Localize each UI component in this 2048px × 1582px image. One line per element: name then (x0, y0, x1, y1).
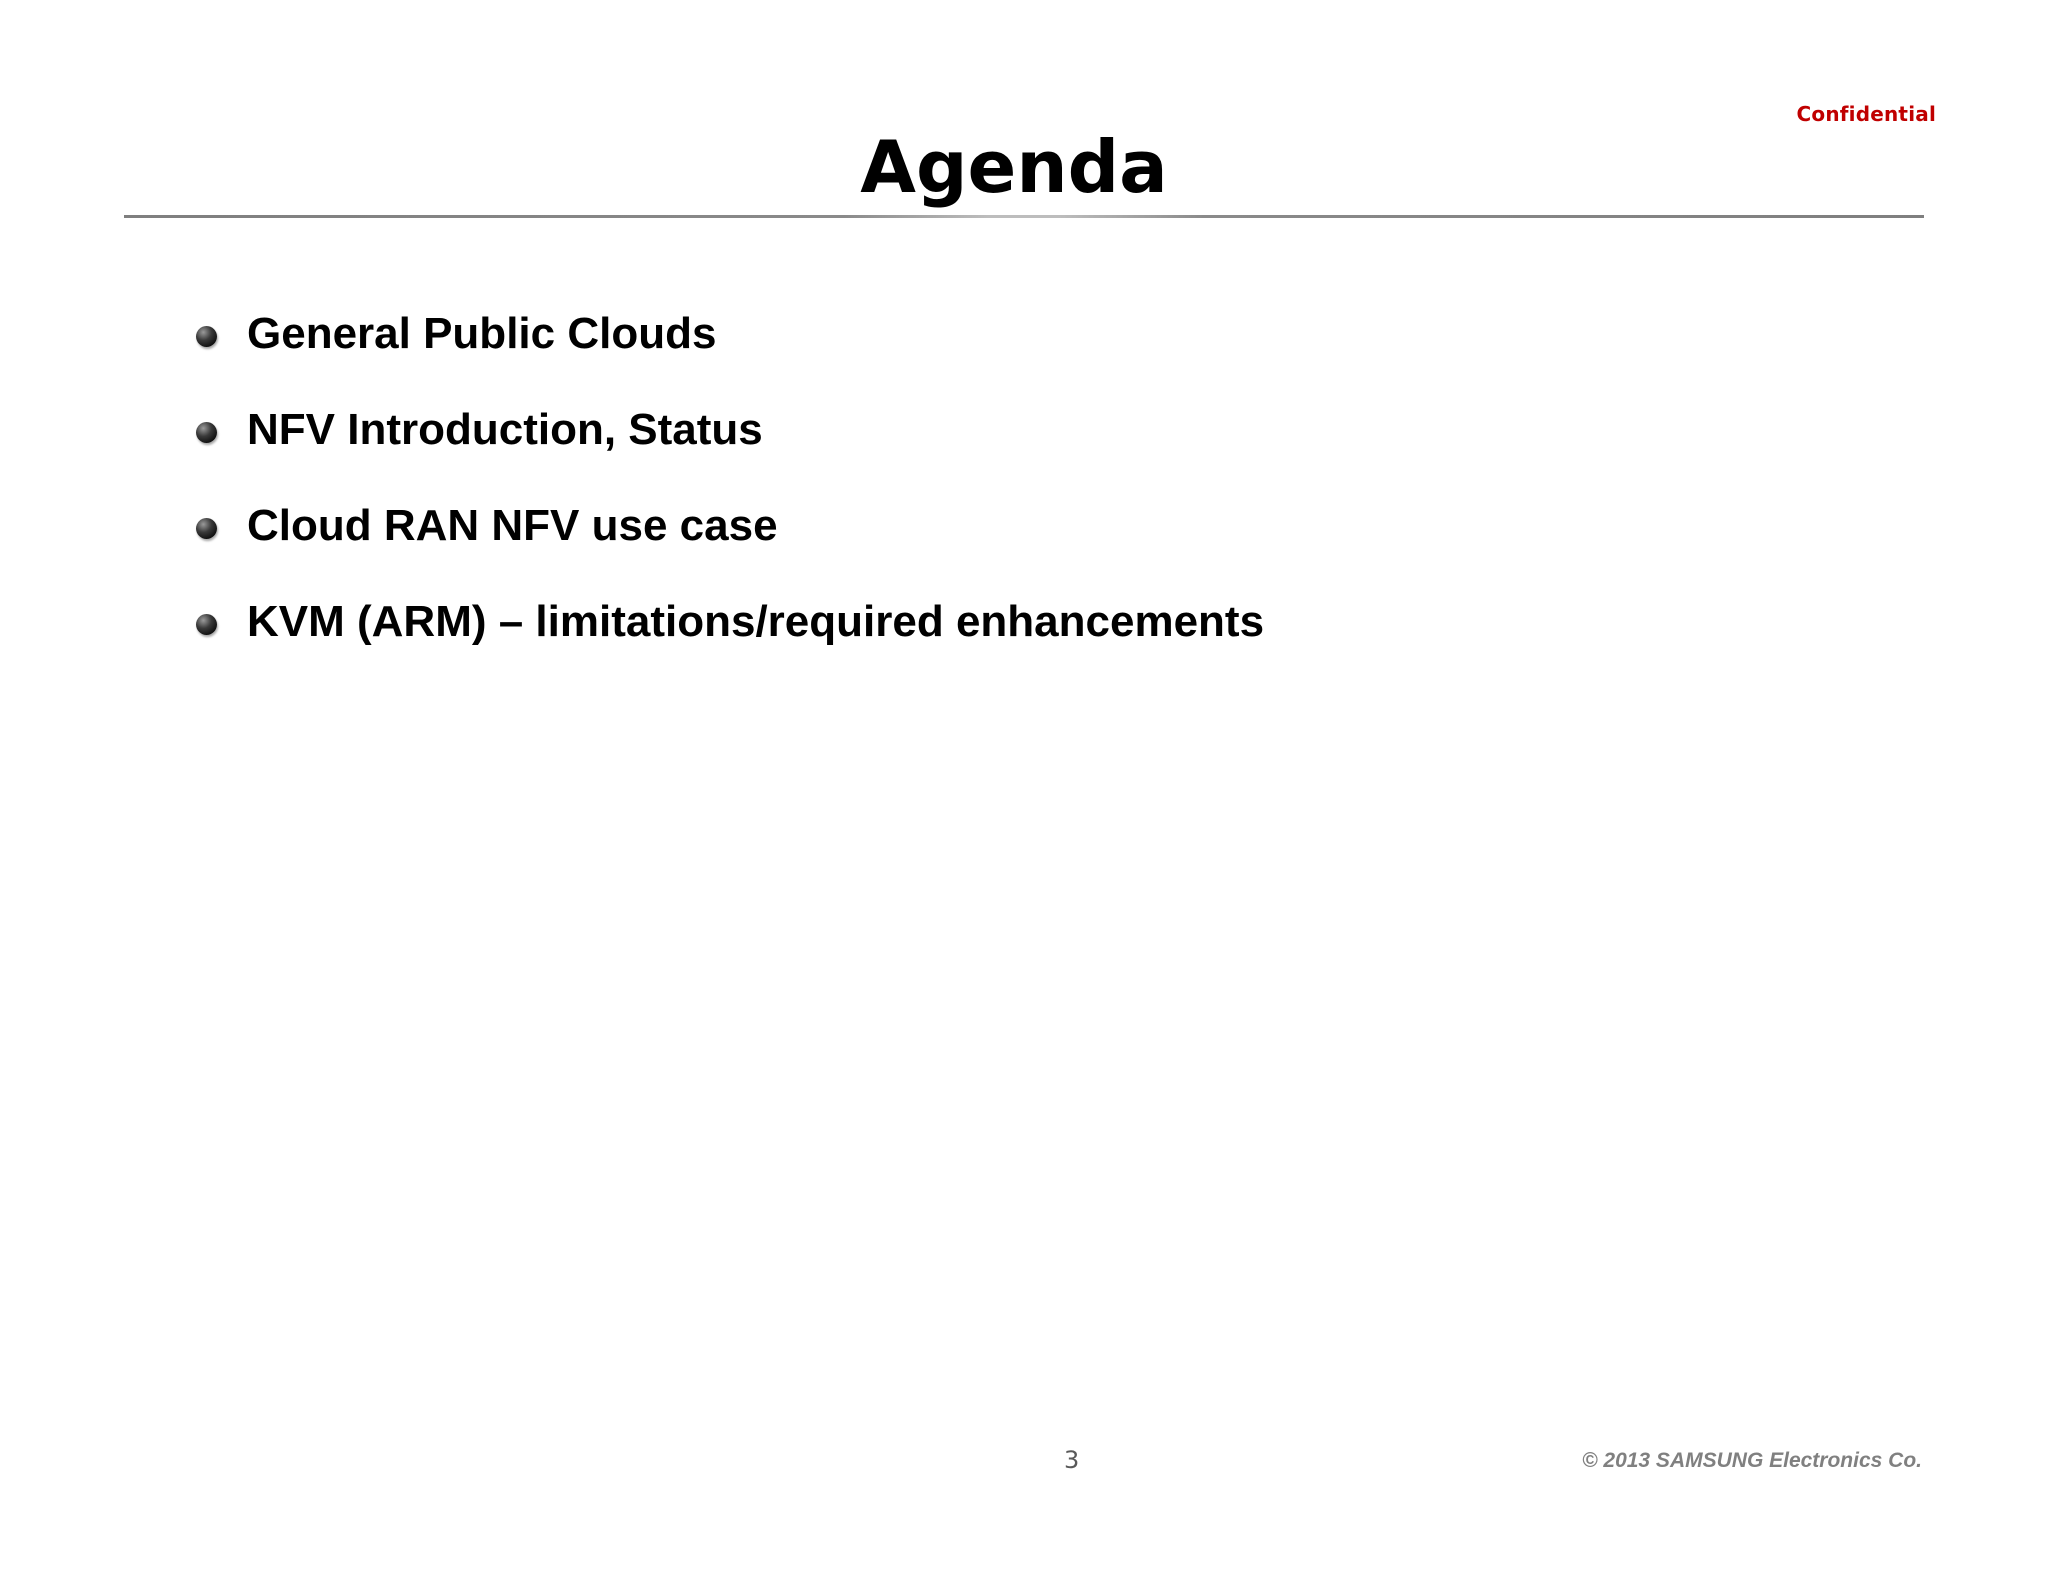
confidential-label: Confidential (1796, 102, 1936, 126)
bullet-icon (196, 326, 217, 347)
agenda-item (196, 382, 1264, 478)
bullet-icon (196, 422, 217, 443)
agenda-item-text: Cloud RAN NFV use case (247, 501, 778, 550)
agenda-item-text: NFV Introduction, Status (247, 405, 763, 454)
bullet-icon (196, 518, 217, 539)
agenda-item (196, 478, 1264, 574)
copyright-notice: © 2013 SAMSUNG Electronics Co. (1582, 1449, 1922, 1472)
slide-title: Agenda (860, 125, 1168, 209)
agenda-list (196, 286, 1264, 670)
bullet-icon (196, 614, 217, 635)
agenda-item (196, 574, 1264, 670)
agenda-item-text: General Public Clouds (247, 309, 717, 358)
title-divider (124, 215, 1924, 218)
page-number: 3 (1064, 1446, 1080, 1474)
agenda-item (196, 286, 1264, 382)
agenda-item-text: KVM (ARM) – limitations/required enhancements (247, 597, 1265, 646)
